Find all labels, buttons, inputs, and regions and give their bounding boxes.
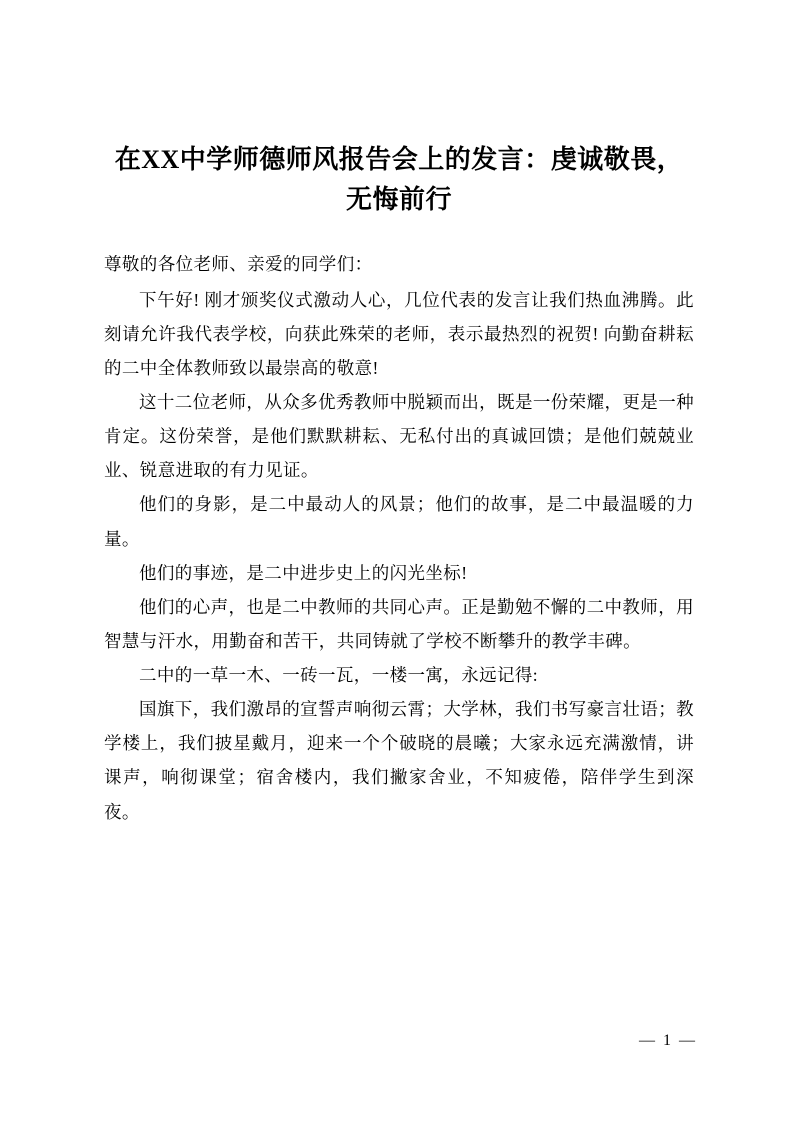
- page-title: 在XX中学师德师风报告会上的发言：虔诚敬畏，无悔前行: [114, 145, 684, 215]
- paragraph: 他们的身影，是二中最动人的风景；他们的故事，是二中最温暖的力量。: [104, 494, 694, 549]
- paragraph: 他们的心声，也是二中教师的共同心声。正是勤勉不懈的二中教师，用智慧与汗水，用勤奋和苦干，共同铸就了学校不断攀升的教学丰碑。: [104, 596, 694, 651]
- page-number: — 1 —: [639, 1032, 697, 1049]
- paragraph: 国旗下，我们激昂的宣誓声响彻云霄；大学林，我们书写豪言壮语；教学楼上，我们披星戴月，迎来一个个破晓的晨曦；大家永远充满激情，讲课声，响彻课堂；宿舍楼内，我们撇家舍业，不知疲倦，陪伴学生到深夜。: [104, 699, 694, 822]
- paragraph: 下午好! 刚才颁奖仪式激动人心，几位代表的发言让我们热血沸腾。此刻请允许我代表学校，向获此殊荣的老师，表示最热烈的祝贺! 向勤奋耕耘的二中全体教师致以最崇高的敬意!: [104, 289, 694, 378]
- paragraph: 二中的一草一木、一砖一瓦，一楼一寓，永远记得:: [139, 665, 539, 686]
- paragraph: 他们的事迹，是二中进步史上的闪光坐标!: [139, 562, 468, 583]
- salutation: 尊敬的各位老师、亲爱的同学们：: [104, 253, 373, 274]
- document-body: [104, 140, 694, 829]
- paragraph: 这十二位老师，从众多优秀教师中脱颖而出，既是一份荣耀，更是一种肯定。这份荣誉，是他们默默耕耘、无私付出的真诚回馈；是他们兢兢业业、锐意进取的有力见证。: [104, 392, 694, 481]
